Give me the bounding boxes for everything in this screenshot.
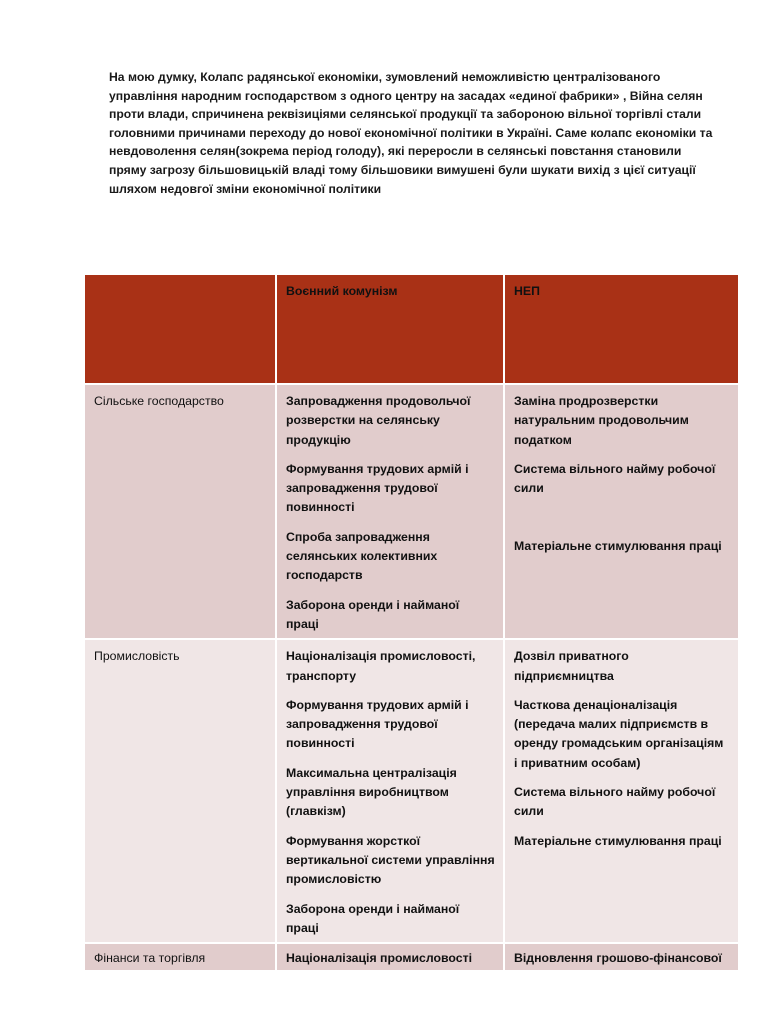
comparison-table bbox=[85, 275, 738, 970]
list-item: Формування трудових армій і запровадження трудової повинності bbox=[286, 461, 469, 515]
list-item: Дозвіл приватного підприємництва bbox=[514, 649, 629, 683]
list-item: Часткова денаціоналізація (передача малих підприємств в оренду громадським організаціям і приватним особам) bbox=[514, 697, 724, 770]
list-item: Система вільного найму робочої сили bbox=[514, 785, 716, 819]
list-item: Заборона оренди і найманої праці bbox=[286, 597, 460, 631]
list-item: Націоналізація промисловості, транспорту bbox=[286, 649, 476, 683]
finance-war-cell: Націоналізація промисловості bbox=[276, 943, 504, 970]
table-header-row bbox=[85, 275, 738, 384]
list-item: Матеріальне стимулювання праці bbox=[514, 539, 722, 554]
list-item: Спроба запровадження селянських колективних господарств bbox=[286, 529, 438, 583]
row-label-agriculture: Сільське господарство bbox=[85, 384, 276, 639]
industry-war-cell bbox=[276, 639, 504, 943]
header-war-communism: Воєнний комунізм bbox=[276, 275, 504, 384]
header-empty-cell bbox=[85, 275, 276, 384]
row-label-industry: Промисловість bbox=[85, 639, 276, 943]
list-item: Формування жорсткої вертикальної системи управління промисловістю bbox=[286, 833, 495, 887]
list-item: Заборона оренди і найманої праці bbox=[286, 901, 460, 935]
agriculture-nep-cell bbox=[504, 384, 738, 639]
list-item: Запровадження продовольчої розверстки на селянську продукцію bbox=[286, 394, 471, 447]
row-label-finance: Фінанси та торгівля bbox=[85, 943, 276, 970]
header-nep: НЕП bbox=[504, 275, 738, 384]
table-row-industry bbox=[85, 639, 738, 943]
agriculture-war-cell bbox=[276, 384, 504, 639]
industry-nep-cell bbox=[504, 639, 738, 943]
finance-nep-cell: Відновлення грошово-фінансової bbox=[504, 943, 738, 970]
intro-paragraph: На мою думку, Колапс радянської економіки, зумовлений неможливістю централізованого управління народним господарством з одного центру на засадах «единої фабрики» , Війна селян проти влади, спричинена реквізиціями селянської продукції та забороною вільної торгівлі стали головними причинами переходу до нової економічної політики в Україні. Саме колапс економіки та невдоволення селян(зокрема період голоду), які переросли в селянські повстання становили пряму загрозу більшовицькій владі тому більшовики вимушені були шукати вихід з цієї ситуації шляхом недовгої зміни економічної політики bbox=[109, 70, 713, 196]
list-item: Матеріальне стимулювання праці bbox=[514, 833, 722, 848]
list-item: Заміна продрозверстки натуральним продовольчим податком bbox=[514, 394, 689, 447]
list-item: Формування трудових армій і запровадження трудової повинності bbox=[286, 697, 469, 751]
table-row-agriculture bbox=[85, 384, 738, 639]
list-item: Максимальна централізація управління виробництвом (главкізм) bbox=[286, 765, 457, 819]
table-row-finance bbox=[85, 943, 738, 970]
list-item: Система вільного найму робочої сили bbox=[514, 461, 716, 496]
